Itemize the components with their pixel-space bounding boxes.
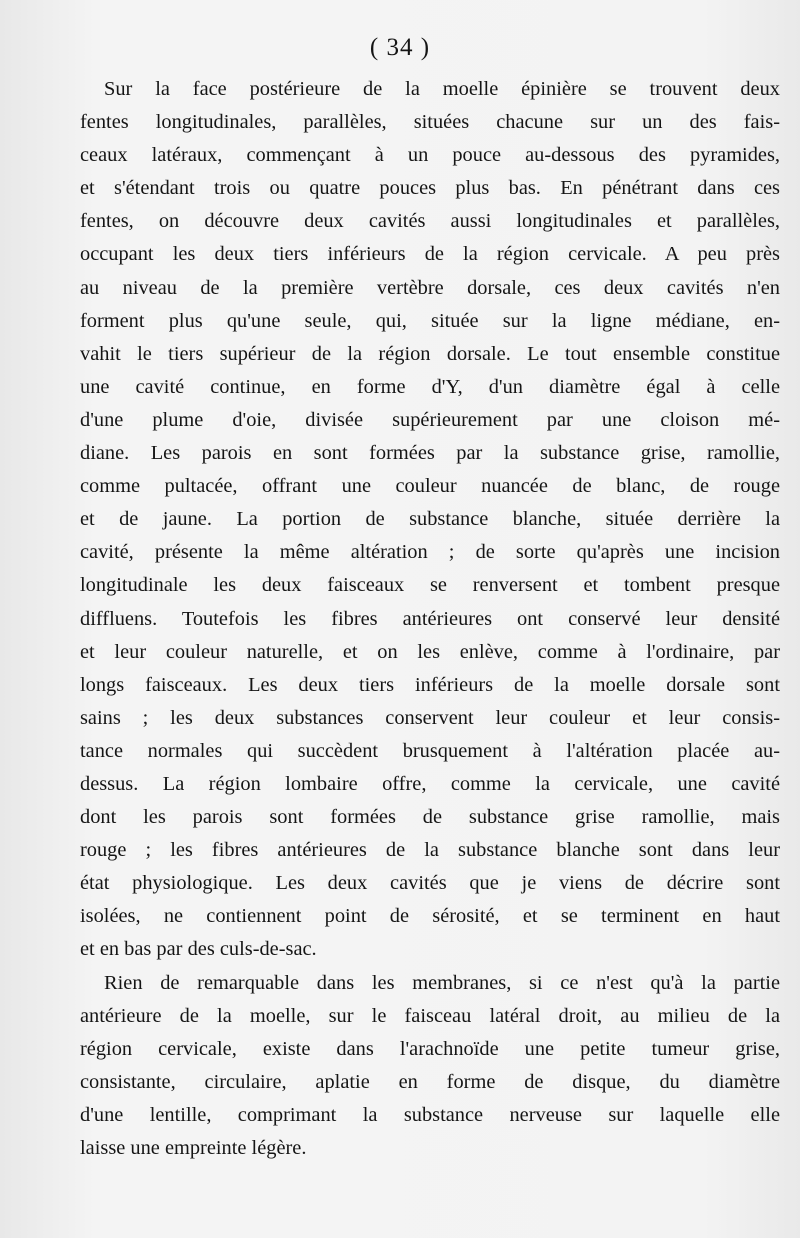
text-line: comme pultacée, offrant une couleur nuancée de blanc, de rouge: [80, 475, 780, 498]
text-line: et de jaune. La portion de substance blanche, située derrière la: [80, 508, 780, 531]
text-line: état physiologique. Les deux cavités que je viens de décrire sont: [80, 872, 780, 895]
text-line: Sur la face postérieure de la moelle épinière se trouvent deux: [104, 78, 780, 100]
page-number: ( 34 ): [369, 34, 431, 61]
text-line: et leur couleur naturelle, et on les enlève, comme à l'ordinaire, par: [80, 640, 780, 663]
text-line: forment plus qu'une seule, qui, située sur la ligne médiane, en-: [80, 309, 780, 332]
body-text: [80, 73, 780, 1165]
text-line: rouge ; les fibres antérieures de la substance blanche sont dans leur: [80, 839, 780, 862]
text-line: une cavité continue, en forme d'Y, d'un diamètre égal à celle: [80, 375, 780, 398]
text-line: fentes, on découvre deux cavités aussi longitudinales et parallèles,: [80, 210, 780, 233]
text-line: vahit le tiers supérieur de la région dorsale. Le tout ensemble constitue: [80, 342, 780, 365]
text-line: au niveau de la première vertèbre dorsale, ces deux cavités n'en: [80, 276, 780, 299]
text-line: fentes longitudinales, parallèles, situées chacune sur un des fais-: [80, 111, 780, 134]
text-line: longitudinale les deux faisceaux se renversent et tombent presque: [80, 574, 780, 597]
text-line: et en bas par des culs-de-sac.: [80, 938, 317, 961]
text-line: ceaux latéraux, commençant à un pouce au-dessous des pyramides,: [80, 144, 780, 167]
text-line: diffluens. Toutefois les fibres antérieures ont conservé leur densité: [80, 607, 780, 630]
text-line: dessus. La région lombaire offre, comme la cervicale, une cavité: [80, 772, 780, 795]
text-line: occupant les deux tiers inférieurs de la région cervicale. A peu près: [80, 243, 780, 266]
text-line: sains ; les deux substances conservent leur couleur et leur consis-: [80, 706, 780, 729]
text-line: diane. Les parois en sont formées par la substance grise, ramollie,: [80, 442, 780, 465]
text-line: région cervicale, existe dans l'arachnoïde une petite tumeur grise,: [80, 1037, 780, 1060]
text-line: isolées, ne contiennent point de sérosité, et se terminent en haut: [80, 905, 780, 928]
text-line: et s'étendant trois ou quatre pouces plus bas. En pénétrant dans ces: [80, 177, 780, 200]
text-line: tance normales qui succèdent brusquement à l'altération placée au-: [80, 739, 780, 762]
text-line: d'une lentille, comprimant la substance nerveuse sur laquelle elle: [80, 1103, 780, 1126]
text-line: d'une plume d'oie, divisée supérieurement par une cloison mé-: [80, 408, 780, 431]
text-line: laisse une empreinte légère.: [80, 1137, 307, 1159]
text-line: dont les parois sont formées de substance grise ramollie, mais: [80, 806, 780, 829]
text-line: consistante, circulaire, aplatie en forme de disque, du diamètre: [80, 1070, 780, 1093]
text-line: longs faisceaux. Les deux tiers inférieurs de la moelle dorsale sont: [80, 673, 780, 696]
text-line: Rien de remarquable dans les membranes, si ce n'est qu'à la partie: [104, 971, 780, 994]
text-line: antérieure de la moelle, sur le faisceau latéral droit, au milieu de la: [80, 1004, 780, 1027]
text-line: cavité, présente la même altération ; de sorte qu'après une incision: [80, 541, 780, 564]
